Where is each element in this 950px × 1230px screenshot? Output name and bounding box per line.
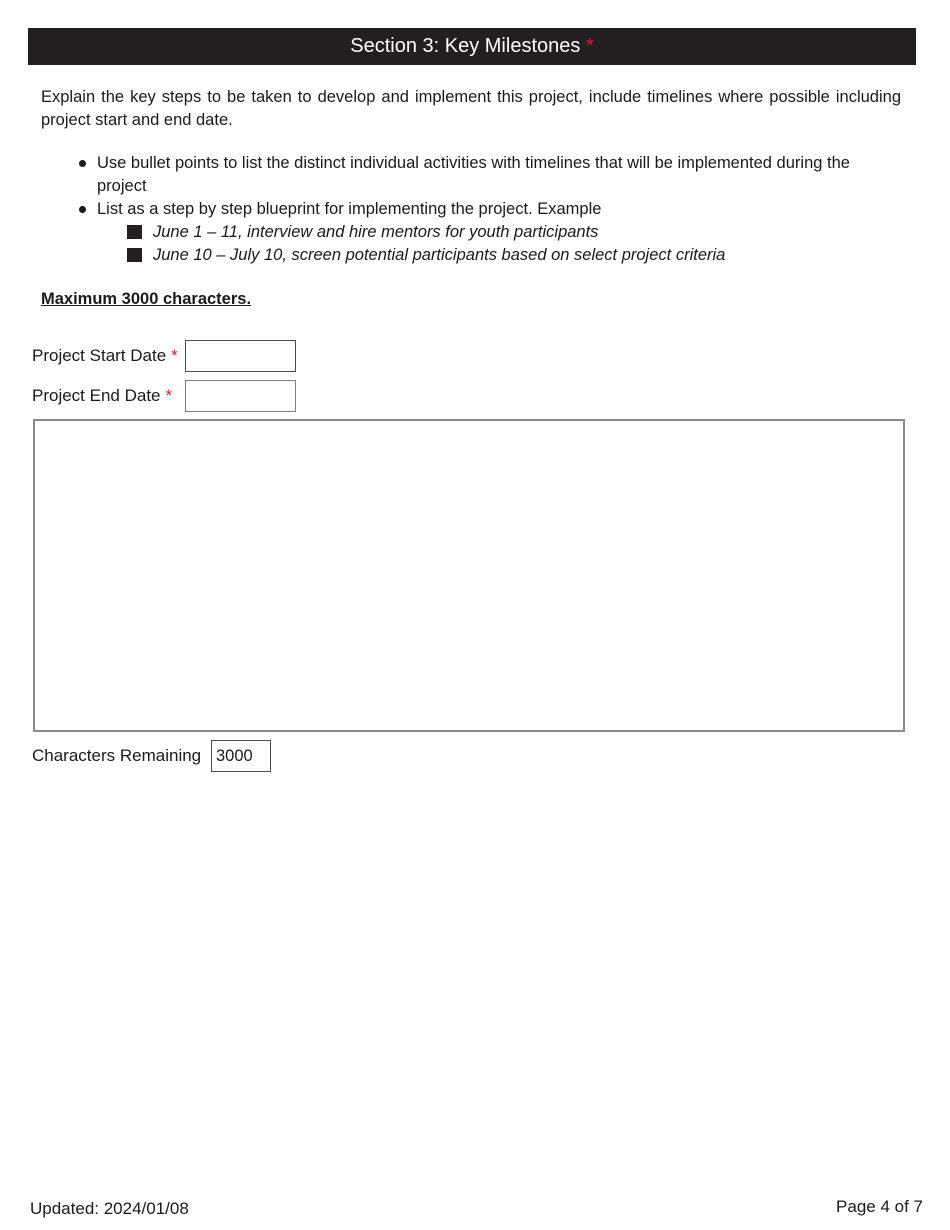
required-asterisk: *: [171, 346, 178, 365]
square-bullet-icon: [127, 225, 142, 239]
end-date-input[interactable]: [185, 380, 296, 412]
square-bullet-icon: [127, 248, 142, 262]
bullet-icon: [79, 160, 86, 167]
bullet-text: Use bullet points to list the distinct individual activities with timelines that will be implemented during the project: [97, 154, 850, 195]
characters-remaining-row: [32, 740, 201, 772]
start-date-input[interactable]: [185, 340, 296, 372]
example-list: [97, 221, 901, 267]
section-title: Section 3: Key Milestones: [350, 35, 581, 57]
characters-remaining-value: 3000: [211, 740, 271, 772]
intro-text: Explain the key steps to be taken to develop and implement this project, include timelines where possible including project start and end date.: [41, 88, 901, 129]
updated-date: Updated: 2024/01/08: [30, 1199, 189, 1218]
bullet-text: List as a step by step blueprint for implementing the project. Example: [97, 200, 602, 218]
example-text: June 1 – 11, interview and hire mentors for youth participants: [153, 223, 599, 241]
milestones-textarea[interactable]: [33, 419, 905, 732]
list-item: [41, 198, 901, 267]
required-asterisk: *: [585, 35, 594, 57]
instruction-list: [41, 152, 901, 267]
characters-remaining-label: Characters Remaining: [32, 746, 202, 765]
end-date-label: Project End Date: [32, 386, 161, 405]
section-header: [28, 28, 916, 65]
list-item: [41, 152, 901, 198]
example-text: June 10 – July 10, screen potential participants based on select project criteria: [153, 246, 726, 264]
end-date-row: [32, 380, 172, 412]
max-characters-note: Maximum 3000 characters.: [41, 290, 252, 308]
bullet-icon: [79, 206, 86, 213]
example-item: [97, 221, 901, 244]
example-item: [97, 244, 901, 267]
start-date-row: [32, 340, 178, 372]
start-date-label: Project Start Date: [32, 346, 167, 365]
page-number: Page 4 of 7: [836, 1197, 923, 1216]
required-asterisk: *: [165, 386, 173, 405]
